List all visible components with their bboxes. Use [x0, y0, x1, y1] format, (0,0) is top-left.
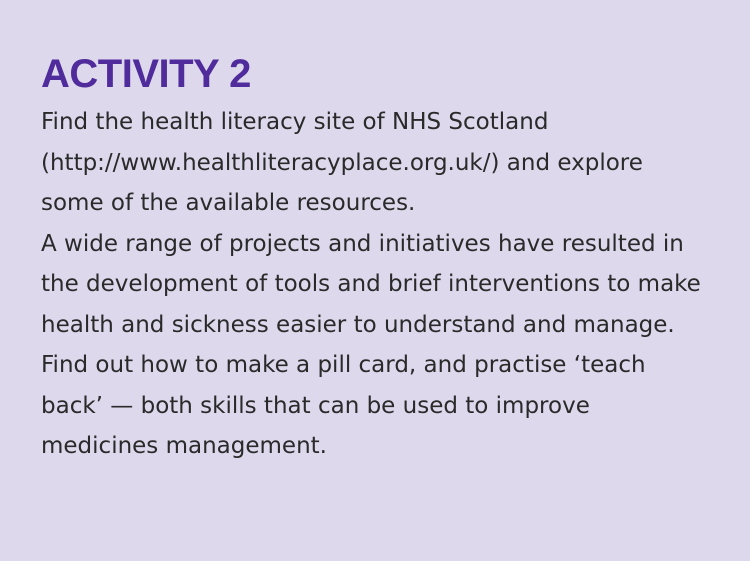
- activity-paragraph-1: Find the health literacy site of NHS Scotland (http://www.healthliteracyplace.org.uk/) and explore some of the available resources.: [41, 109, 643, 216]
- activity-title: ACTIVITY 2: [41, 52, 251, 96]
- activity-body: [41, 102, 710, 467]
- activity-paragraph-3: Find out how to make a pill card, and practise ‘teach back’ — both skills that can be used to improve medicines management.: [41, 352, 646, 459]
- activity-paragraph-2: A wide range of projects and initiatives have resulted in the development of tools and brief interventions to make health and sickness easier to understand and manage.: [41, 230, 701, 338]
